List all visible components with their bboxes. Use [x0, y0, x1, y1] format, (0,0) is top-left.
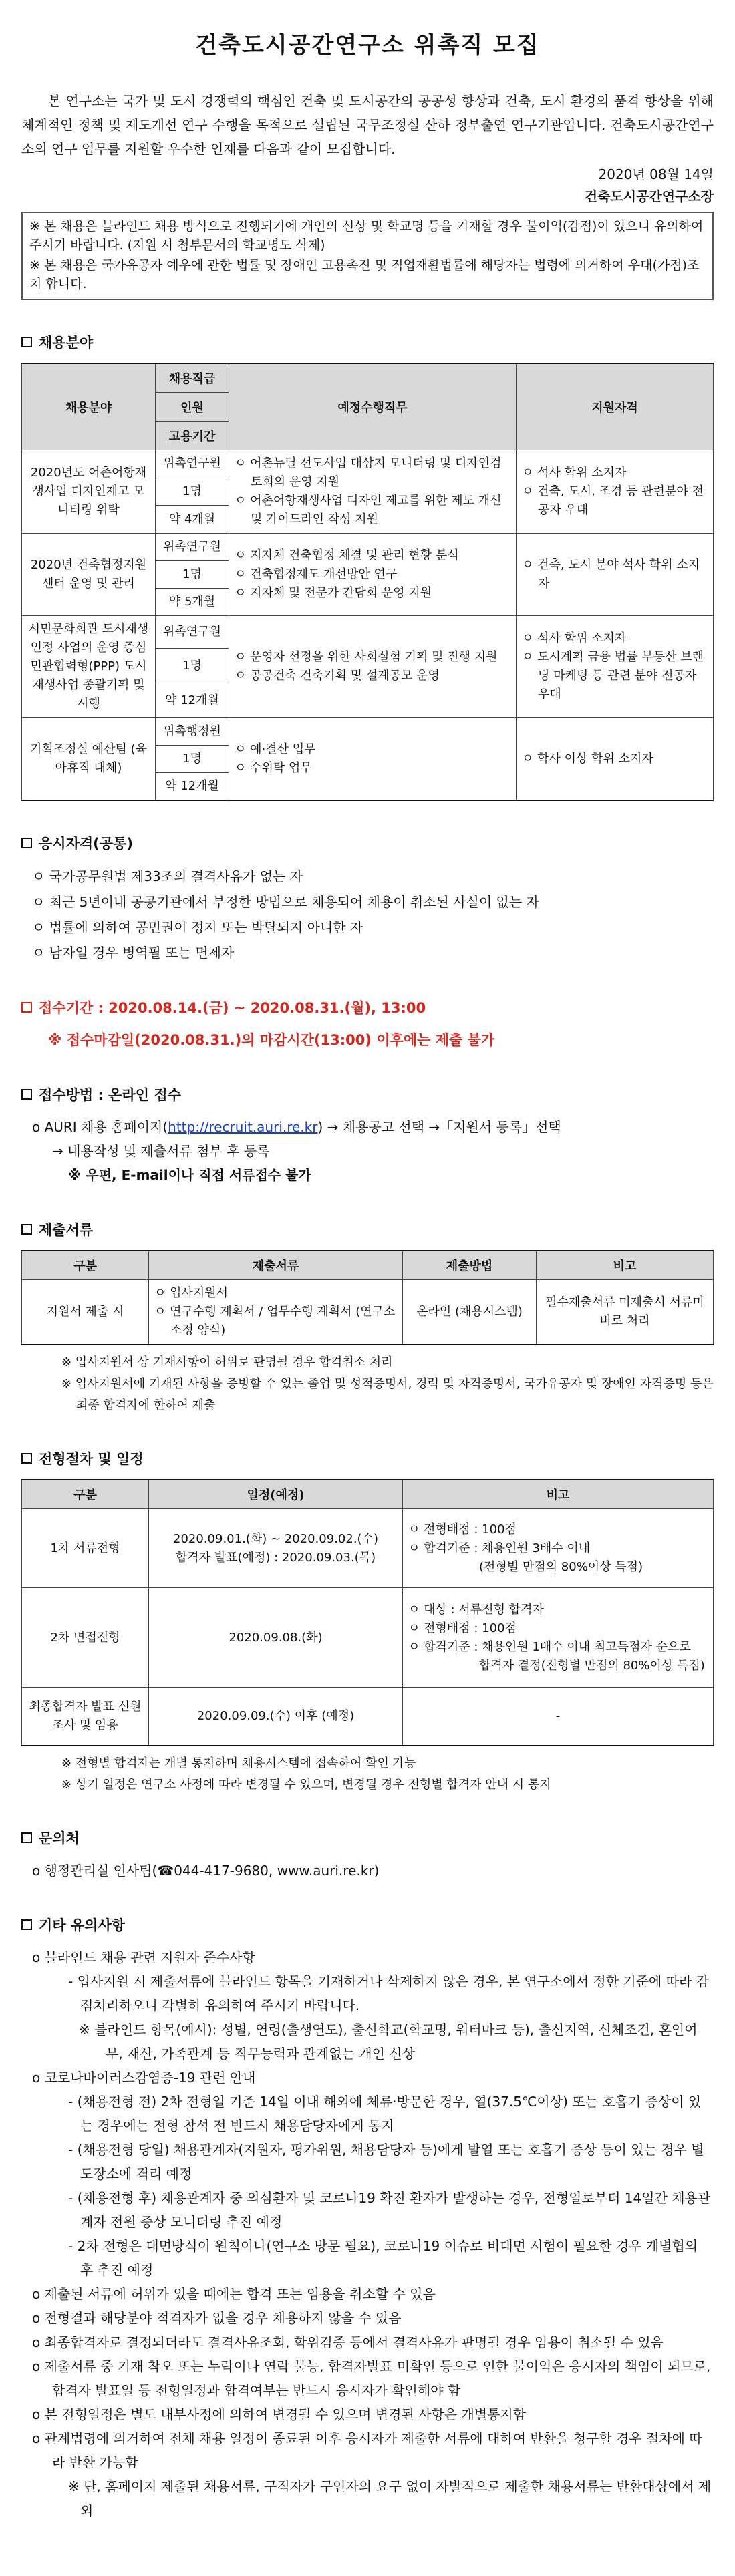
table-row [22, 718, 714, 746]
deadline-warning: ※ 접수마감일(2020.08.31.)의 마감시간(13:00) 이후에는 제출 불가 [48, 1032, 495, 1048]
list-item: o 제출된 서류에 허위가 있을 때에는 합격 또는 임용을 취소할 수 있음 [32, 2285, 436, 2302]
col-header: 지원자격 [517, 363, 714, 450]
recruit-site-link[interactable]: http://recruit.auri.re.kr [168, 1119, 318, 1135]
list-item: o 관계법령에 의거하여 전체 채용 일정이 종료된 이후 응시자가 제출한 서류에 대하여 반환을 청구할 경우 절차에 따라 반환 가능함 [32, 2430, 702, 2470]
signer: 건축도시공간연구소장 [584, 188, 714, 204]
note-line: ※ 전형별 합격자는 개별 통지하며 채용시스템에 접속하여 확인 가능 [61, 1756, 416, 1770]
notice-line: ※ 본 채용은 국가유공자 예우에 관한 법률 및 장애인 고용촉진 및 직업재활법률에 해당자는 법령에 의거하여 우대(가점)조치 합니다. [29, 258, 700, 291]
qual-cell: ㅇ 학사 이상 학위 소지자 [517, 718, 714, 801]
method-cell: 온라인 (채용시스템) [403, 1280, 537, 1345]
duties-cell: ㅇ 운영자 선정을 위한 사회실험 기획 및 진행 지원 ㅇ 공공건축 건축기획 및 설계공모 운영 [229, 616, 517, 718]
notice-line: ※ 본 채용은 블라인드 채용 방식으로 진행되기에 개인의 신상 및 학교명 등을 기재할 경우 불이익(감점)이 있으니 유의하여 주시기 바랍니다. (지원 시 첨부문서의 학교명도 삭제) [29, 219, 704, 253]
square-bullet-icon [21, 1089, 32, 1100]
list-item: o 전형결과 해당분야 적격자가 없을 경우 채용하지 않을 수 있음 [32, 2309, 402, 2326]
stage-cell: 최종합격자 발표 신원조사 및 임용 [22, 1688, 149, 1746]
section-heading-documents: 제출서류 [21, 1219, 714, 1239]
job-type-cell: 위촉행정원 [156, 718, 229, 746]
remarks-cell: ㅇ 전형배점 : 100점 ㅇ 합격기준 : 채용인원 3배수 이내 (전형별 만점의 80%이상 득점) [403, 1509, 714, 1588]
table-row [22, 1688, 714, 1746]
contact-line: o 행정관리실 인사팀(☎044-417-9680, www.auri.re.kr) [32, 1862, 380, 1879]
field-cell: 기획조정실 예산팀 (육아휴직 대체) [22, 718, 156, 801]
list-item: - 입사지원 시 제출서류에 블라인드 항목을 기재하거나 삭제하지 않은 경우, 본 연구소에서 정한 기준에 따라 감점처리하오니 각별히 유의하여 주시기 바랍니다. [68, 1973, 710, 2014]
section-heading-period: 접수기간 : 2020.08.14.(금) ~ 2020.08.31.(월), 13:00 [21, 997, 714, 1017]
list-item: - 2차 전형은 대면방식이 원칙이나(연구소 방문 필요), 코로나19 이슈로 비대면 시험이 필요한 경우 개별협의 후 추진 예정 [68, 2237, 698, 2278]
schedule-cell: 2020.09.09.(수) 이후 (예정) [149, 1688, 403, 1746]
square-bullet-icon [21, 1453, 32, 1464]
count-cell: 1명 [156, 561, 229, 589]
count-cell: 1명 [156, 478, 229, 506]
table-row [22, 534, 714, 561]
list-item: - (채용전형 후) 채용관계자 중 의심환자 및 코로나19 확진 환자가 발생하는 경우, 전형일로부터 14일간 채용관계자 전원 증상 모니터링 추진 예정 [68, 2189, 711, 2230]
list-item: - (채용전형 전) 2차 전형일 기준 14일 이내 해외에 체류·방문한 경우, 열(37.5℃이상) 또는 호흡기 증상이 있는 경우에는 전형 참석 전 반드시 채용담당자에게 통지 [68, 2093, 702, 2134]
col-header: 채용분야 [22, 363, 156, 450]
misc-list [21, 1945, 714, 2523]
section-heading-contact: 문의처 [21, 1828, 714, 1848]
square-bullet-icon [21, 838, 32, 848]
page-title: 건축도시공간연구소 위촉직 모집 [195, 32, 540, 59]
fields-table [21, 363, 714, 801]
job-type-cell: 위촉연구원 [156, 534, 229, 561]
list-item: o 본 전형일정은 별도 내부사정에 의하여 변경될 수 있으며 변경된 사항은 개별통지함 [32, 2406, 527, 2422]
docs-cell: ㅇ 입사지원서 ㅇ 연구수행 계획서 / 업무수행 계획서 (연구소 소정 양식) [149, 1280, 403, 1345]
period-cell: 약 5개월 [156, 589, 229, 616]
list-item: ㅇ 법률에 의하여 공민권이 정지 또는 박탈되지 아니한 자 [32, 919, 363, 935]
duties-cell: ㅇ 예·결산 업무 ㅇ 수위탁 업무 [229, 718, 517, 801]
col-header: 인원 [156, 393, 229, 422]
field-cell: 시민문화회관 도시재생 인정 사업의 운영 증심 민관협력형(PPP) 도시재생사업 종괄기획 및 시행 [22, 616, 156, 718]
square-bullet-icon [21, 1224, 32, 1235]
list-item: ㅇ 최근 5년이내 공공기관에서 부정한 방법으로 채용되어 채용이 취소된 사실이 없는 자 [32, 894, 539, 910]
notice-date: 2020년 08월 14일 [598, 166, 714, 182]
method-warning: ※ 우편, E-mail이나 직접 서류접수 불가 [68, 1167, 311, 1183]
table-row [22, 616, 714, 649]
method-line: o AURI 채용 홈페이지(http://recruit.auri.re.kr) → 채용공고 선택 →「지원서 등록」선택 [32, 1119, 561, 1135]
section-heading-method: 접수방법 : 온라인 접수 [21, 1084, 714, 1104]
col-header: 비고 [537, 1251, 714, 1280]
list-item: o 블라인드 채용 관련 지원자 준수사항 [32, 1949, 255, 1965]
section-heading-fields: 채용분야 [21, 332, 714, 352]
note-line: ※ 입사지원서에 기재된 사항을 증빙할 수 있는 졸업 및 성적증명서, 경력 및 자격증명서, 국가유공자 및 장애인 자격증명 등은 최종 합격자에 한하여 제출 [61, 1377, 714, 1412]
col-header: 비고 [403, 1480, 714, 1509]
col-header: 채용직급 [156, 363, 229, 393]
col-header: 구분 [22, 1251, 149, 1280]
square-bullet-icon [21, 1832, 32, 1843]
job-type-cell: 위촉연구원 [156, 616, 229, 649]
qual-cell: ㅇ 석사 학위 소지자 ㅇ 도시계획 금융 법률 부동산 브랜딩 마케팅 등 관련 분야 전공자 우대 [517, 616, 714, 718]
schedule-cell: 2020.09.08.(화) [149, 1588, 403, 1688]
field-cell: 2020년 건축협정지원센터 운영 및 관리 [22, 534, 156, 616]
remark-cell: 필수제출서류 미제출시 서류미비로 처리 [537, 1280, 714, 1345]
col-header: 제출서류 [149, 1251, 403, 1280]
schedule-cell: 2020.09.01.(화) ~ 2020.09.02.(수) 합격자 발표(예정) : 2020.09.03.(목) [149, 1509, 403, 1588]
square-bullet-icon [21, 337, 32, 347]
intro-paragraph: 본 연구소는 국가 및 도시 경쟁력의 핵심인 건축 및 도시공간의 공공성 향상과 건축, 도시 환경의 품격 향상을 위해 체계적인 정책 및 제도개선 연구 수행을 목적으로 설립된 국무조정실 산하 정부출연 연구기관입니다. 건축도시공간연구소의 연구 업무를 지원할 우수한 인재를 다음과 같이 모집합니다. [21, 93, 714, 157]
stage-cell: 2차 면접전형 [22, 1588, 149, 1688]
duties-cell: ㅇ 지자체 건축협정 체결 및 관리 현황 분석 ㅇ 건축협정제도 개선방안 연구 ㅇ 지자체 및 전문가 간담회 운영 지원 [229, 534, 517, 616]
documents-notes [21, 1352, 714, 1416]
table-row [22, 1509, 714, 1588]
qual-cell: ㅇ 건축, 도시 분야 석사 학위 소지자 [517, 534, 714, 616]
col-header: 구분 [22, 1480, 149, 1509]
field-cell: 2020년도 어촌어항재생사업 디자인제고 모니터링 위탁 [22, 450, 156, 534]
list-item: o 코로나바이러스감염증-19 관련 안내 [32, 2069, 256, 2086]
col-header: 제출방법 [403, 1251, 537, 1280]
section-heading-eligibility: 응시자격(공통) [21, 833, 714, 853]
blind-notice-box [21, 212, 714, 300]
square-bullet-icon [21, 1002, 32, 1013]
col-header: 일정(예정) [149, 1480, 403, 1509]
schedule-notes [21, 1753, 714, 1796]
list-item: - (채용전형 당일) 채용관계자(지원자, 평가위원, 채용담당자 등)에게 발열 또는 호흡기 증상 등이 있는 경우 별도장소에 격리 예정 [68, 2141, 704, 2182]
qual-cell: ㅇ 석사 학위 소지자 ㅇ 건축, 도시, 조경 등 관련분야 전공자 우대 [517, 450, 714, 534]
list-item: o 제출서류 중 기재 착오 또는 누락이나 연락 불능, 합격자발표 미확인 등으로 인한 불이익은 응시자의 책임이 되므로, 합격자 발표일 등 전형일정과 합격여부는 반드시 응시자가 확인해야 함 [32, 2358, 711, 2398]
period-cell: 약 12개월 [156, 773, 229, 801]
col-header: 예정수행직무 [229, 363, 517, 450]
count-cell: 1명 [156, 649, 229, 683]
remarks-cell: ㅇ 대상 : 서류전형 합격자 ㅇ 전형배점 : 100점 ㅇ 합격기준 : 채용인원 1배수 이내 최고득점자 순으로 합격자 결정(전형별 만점의 80%이상 득점) [403, 1588, 714, 1688]
list-item: o 최종합격자로 결정되더라도 결격사유조회, 학위검증 등에서 결격사유가 판명될 경우 임용이 취소될 수 있음 [32, 2333, 664, 2350]
table-row [22, 450, 714, 478]
section-heading-misc: 기타 유의사항 [21, 1915, 714, 1935]
method-line: → 내용작성 및 제출서류 첨부 후 등록 [52, 1143, 270, 1159]
table-row [22, 1280, 714, 1345]
note-line: ※ 상기 일정은 연구소 사정에 따라 변경될 수 있으며, 변경될 경우 전형별 합격자 안내 시 통지 [61, 1777, 551, 1792]
documents-table [21, 1250, 714, 1345]
square-bullet-icon [21, 1919, 32, 1930]
section-heading-schedule: 전형절차 및 일정 [21, 1448, 714, 1468]
job-type-cell: 위촉연구원 [156, 450, 229, 478]
stage-cell: 1차 서류전형 [22, 1509, 149, 1588]
list-item: ※ 단, 홈페이지 제출된 채용서류, 구직자가 구인자의 요구 없이 자발적으로 제출한 채용서류는 반환대상에서 제외 [68, 2478, 712, 2519]
list-item: ㅇ 국가공무원법 제33조의 결격사유가 없는 자 [32, 868, 303, 884]
period-cell: 약 4개월 [156, 506, 229, 534]
eligibility-list [21, 864, 714, 965]
category-cell: 지원서 제출 시 [22, 1280, 149, 1345]
col-header: 고용기간 [156, 422, 229, 450]
remarks-cell: - [403, 1688, 714, 1746]
table-row [22, 1588, 714, 1688]
list-item: ㅇ 남자일 경우 병역필 또는 면제자 [32, 945, 235, 961]
duties-cell: ㅇ 어촌뉴딜 선도사업 대상지 모니터링 및 디자인검토회의 운영 지원 ㅇ 어촌어항재생사업 디자인 제고를 위한 제도 개선 및 가이드라인 작성 지원 [229, 450, 517, 534]
schedule-table [21, 1479, 714, 1746]
list-item: ※ 블라인드 항목(예시): 성별, 연령(출생연도), 출신학교(학교명, 워터마크 등), 출신지역, 신체조건, 혼인여부, 재산, 가족관계 등 직무능력과 관계없는 개인 신상 [79, 2021, 698, 2062]
period-cell: 약 12개월 [156, 683, 229, 718]
note-line: ※ 입사지원서 상 기재사항이 허위로 판명될 경우 합격취소 처리 [61, 1355, 393, 1370]
count-cell: 1명 [156, 746, 229, 773]
method-block [21, 1115, 714, 1187]
